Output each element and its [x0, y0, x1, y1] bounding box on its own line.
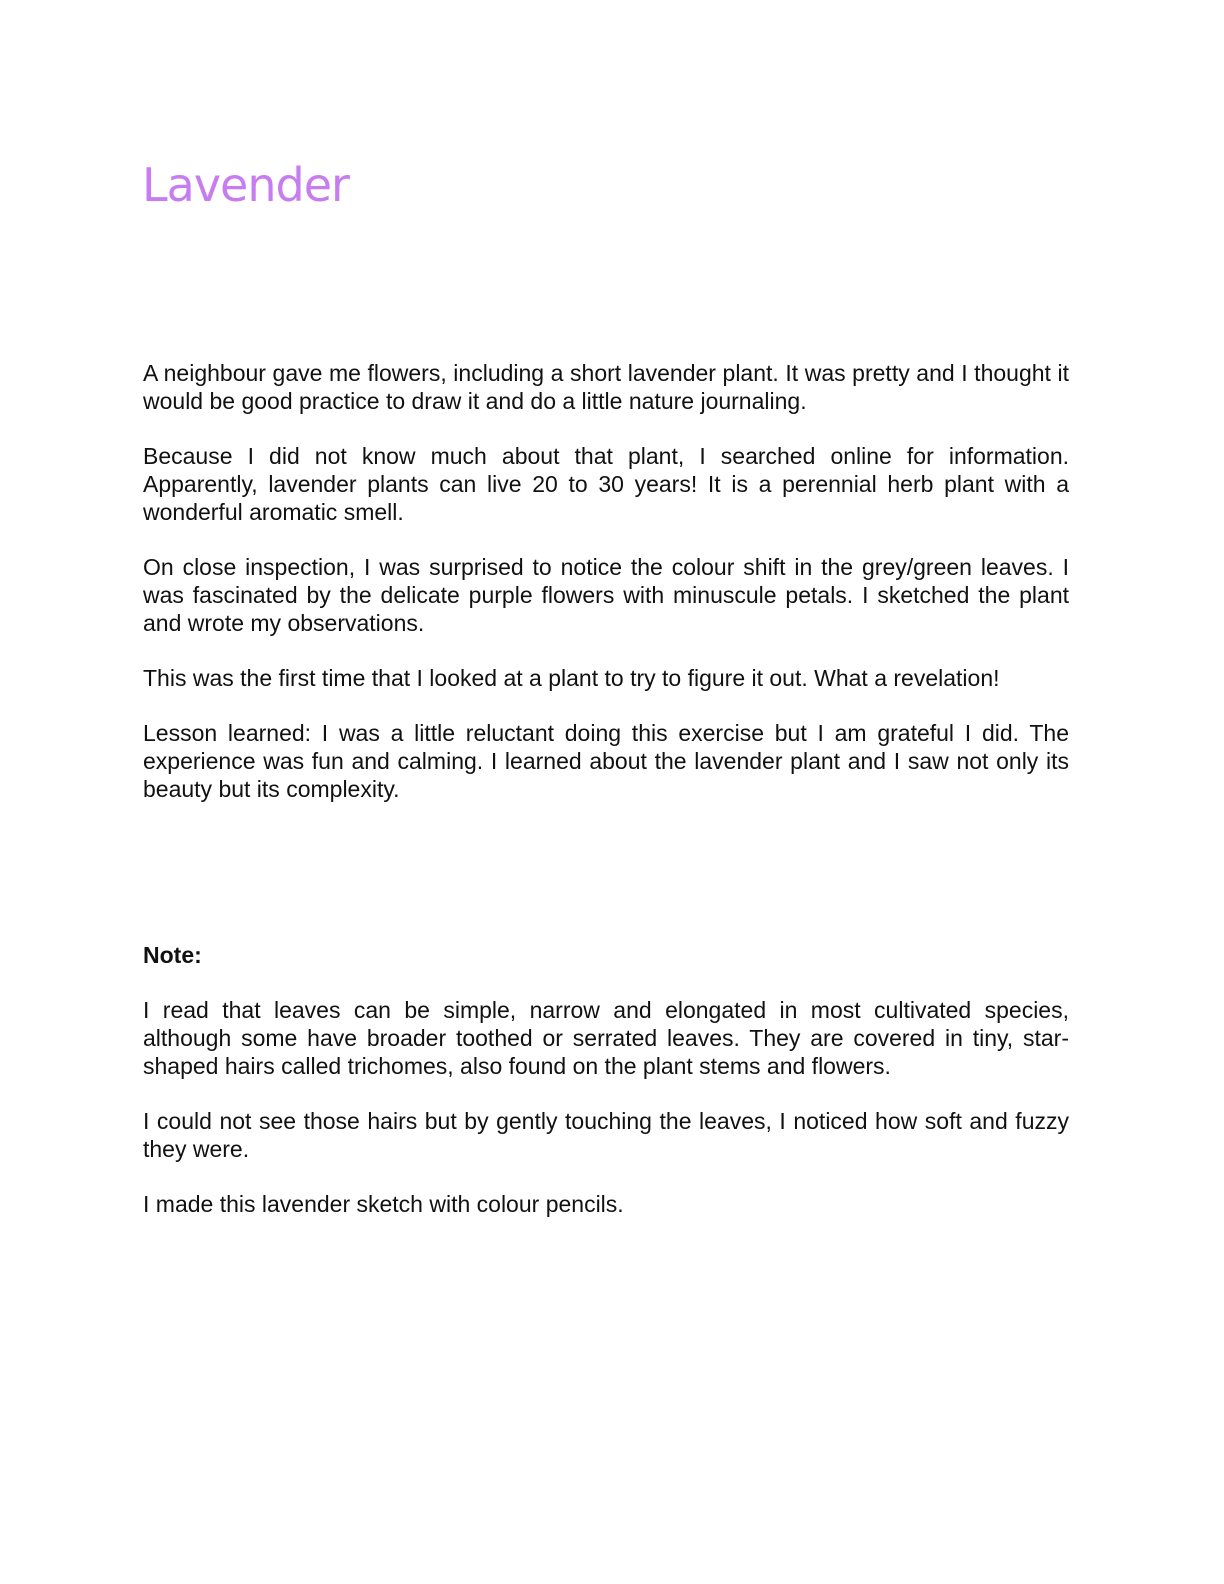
note-heading: Note:	[143, 942, 202, 968]
page-title: Lavender	[142, 158, 349, 212]
paragraph-research: Because I did not know much about that plant, I searched online for information. Apparently, lavender plants can live 20 to 30 years! It is a perennial herb plant with a wonderful aromatic smell.	[143, 443, 1069, 525]
note-paragraph-sketch: I made this lavender sketch with colour pencils.	[143, 1191, 624, 1217]
paragraph-revelation: This was the first time that I looked at a plant to try to figure it out. What a revelation!	[143, 665, 1000, 691]
journal-body	[143, 359, 1069, 803]
note-paragraph-hairs: I could not see those hairs but by gently touching the leaves, I noticed how soft and fuzzy they were.	[143, 1108, 1069, 1162]
paragraph-intro: A neighbour gave me flowers, including a short lavender plant. It was pretty and I thought it would be good practice to draw it and do a little nature journaling.	[143, 360, 1069, 414]
paragraph-lesson: Lesson learned: I was a little reluctant doing this exercise but I am grateful I did. The experience was fun and calming. I learned about the lavender plant and I saw not only its beauty but its complexity.	[143, 720, 1069, 802]
note-section	[143, 941, 1069, 1218]
paragraph-inspection: On close inspection, I was surprised to notice the colour shift in the grey/green leaves. I was fascinated by the delicate purple flowers with minuscule petals. I sketched the plant and wrote my observations.	[143, 554, 1069, 636]
note-paragraph-leaves: I read that leaves can be simple, narrow and elongated in most cultivated species, although some have broader toothed or serrated leaves. They are covered in tiny, star-shaped hairs called trichomes, also found on the plant stems and flowers.	[143, 997, 1069, 1079]
